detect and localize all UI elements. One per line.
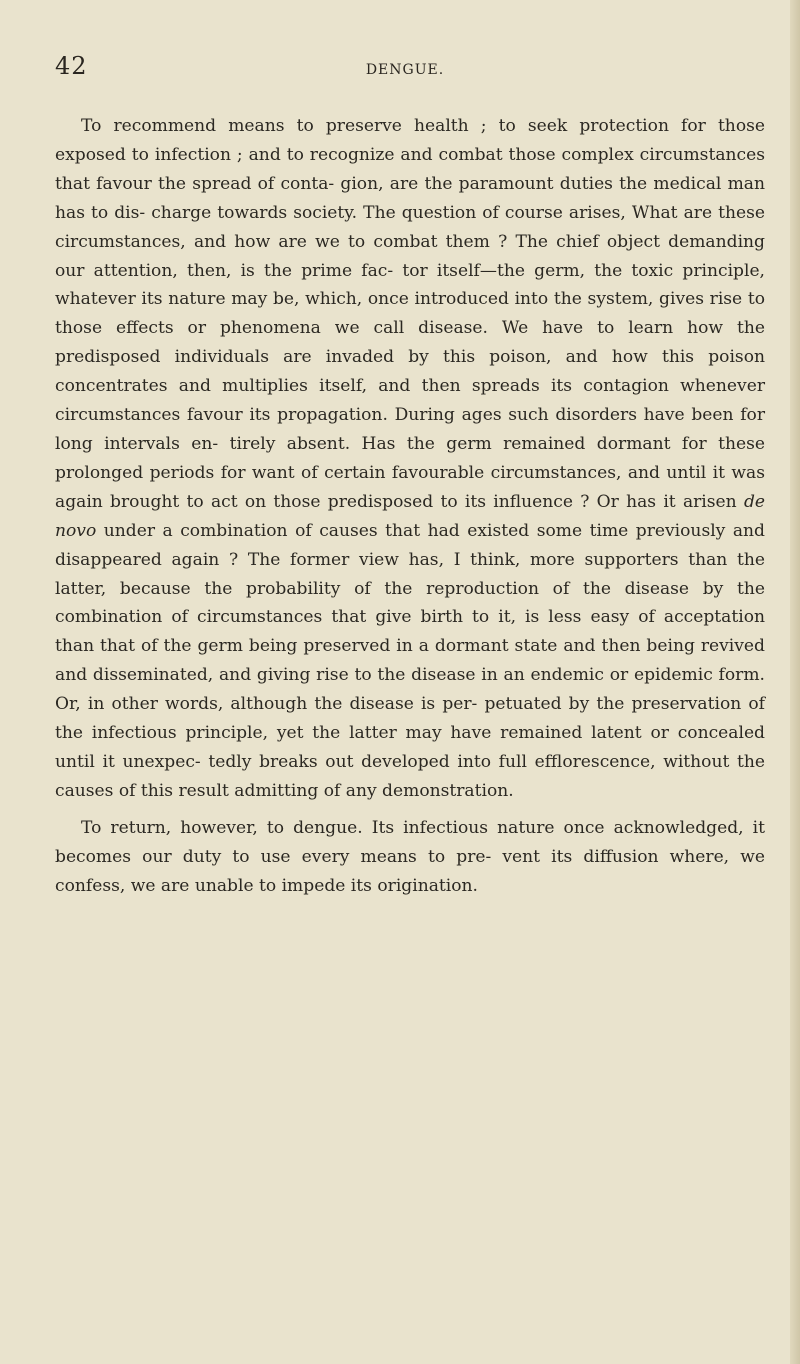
paragraph-2: To return, however, to dengue. Its infectious nature once acknowledged, it becomes our duty to use every means to pre- vent its diffusion where, we confess, we are unable to impede its origination. <box>55 817 765 896</box>
italic-phrase: de novo <box>55 491 765 541</box>
paragraph-1-part-b: under a combination of causes that had existed some time previously and disappeared again ? The former view has, I think, more supporters than the latter, because the probability of the reproduction of the disease by the combination of circumstances that give birth to it, is less easy of acceptation than that of the germ being preserved in a dormant state and then being revived and disseminated, and giving rise to the disease in an endemic or epidemic form. Or, in other words, although the disease is per- petuated by the preservation of the infectious principle, yet the latter may have remained latent or concealed until it unexpec- tedly breaks out developed into full efflorescence, without the causes of this result admitting of any demonstration. <box>55 520 765 801</box>
page-number: 42 <box>55 52 88 80</box>
paragraph-1-part-a: To recommend means to preserve health ; to seek protection for those exposed to infection ; and to recognize and combat those complex circumstances that favour the spread of conta- gion, are the paramount duties the medical man has to dis- charge towards society. The question of course arises, What are these circumstances, and how are we to combat them ? The chief object demanding our attention, then, is the prime fac- tor itself—the germ, the toxic principle, whatever its nature may be, which, once introduced into the system, gives rise to those effects or phenomena we call disease. We have to learn how the predisposed individuals are invaded by this poison, and how this poison concentrates and multiplies itself, and then spreads its contagion whenever circumstances favour its propagation. During ages such disorders have been for long intervals en- tirely absent. Has the germ remained dormant for these prolonged periods for want of certain favourable circumstances, and until it was again brought to act on those predisposed to its influence ? Or has it arisen <box>55 116 765 512</box>
page-header <box>55 52 755 92</box>
running-head: DENGUE. <box>365 62 445 78</box>
body-text <box>55 112 765 900</box>
page-edge <box>790 0 800 1364</box>
paragraph-1 <box>55 112 765 806</box>
